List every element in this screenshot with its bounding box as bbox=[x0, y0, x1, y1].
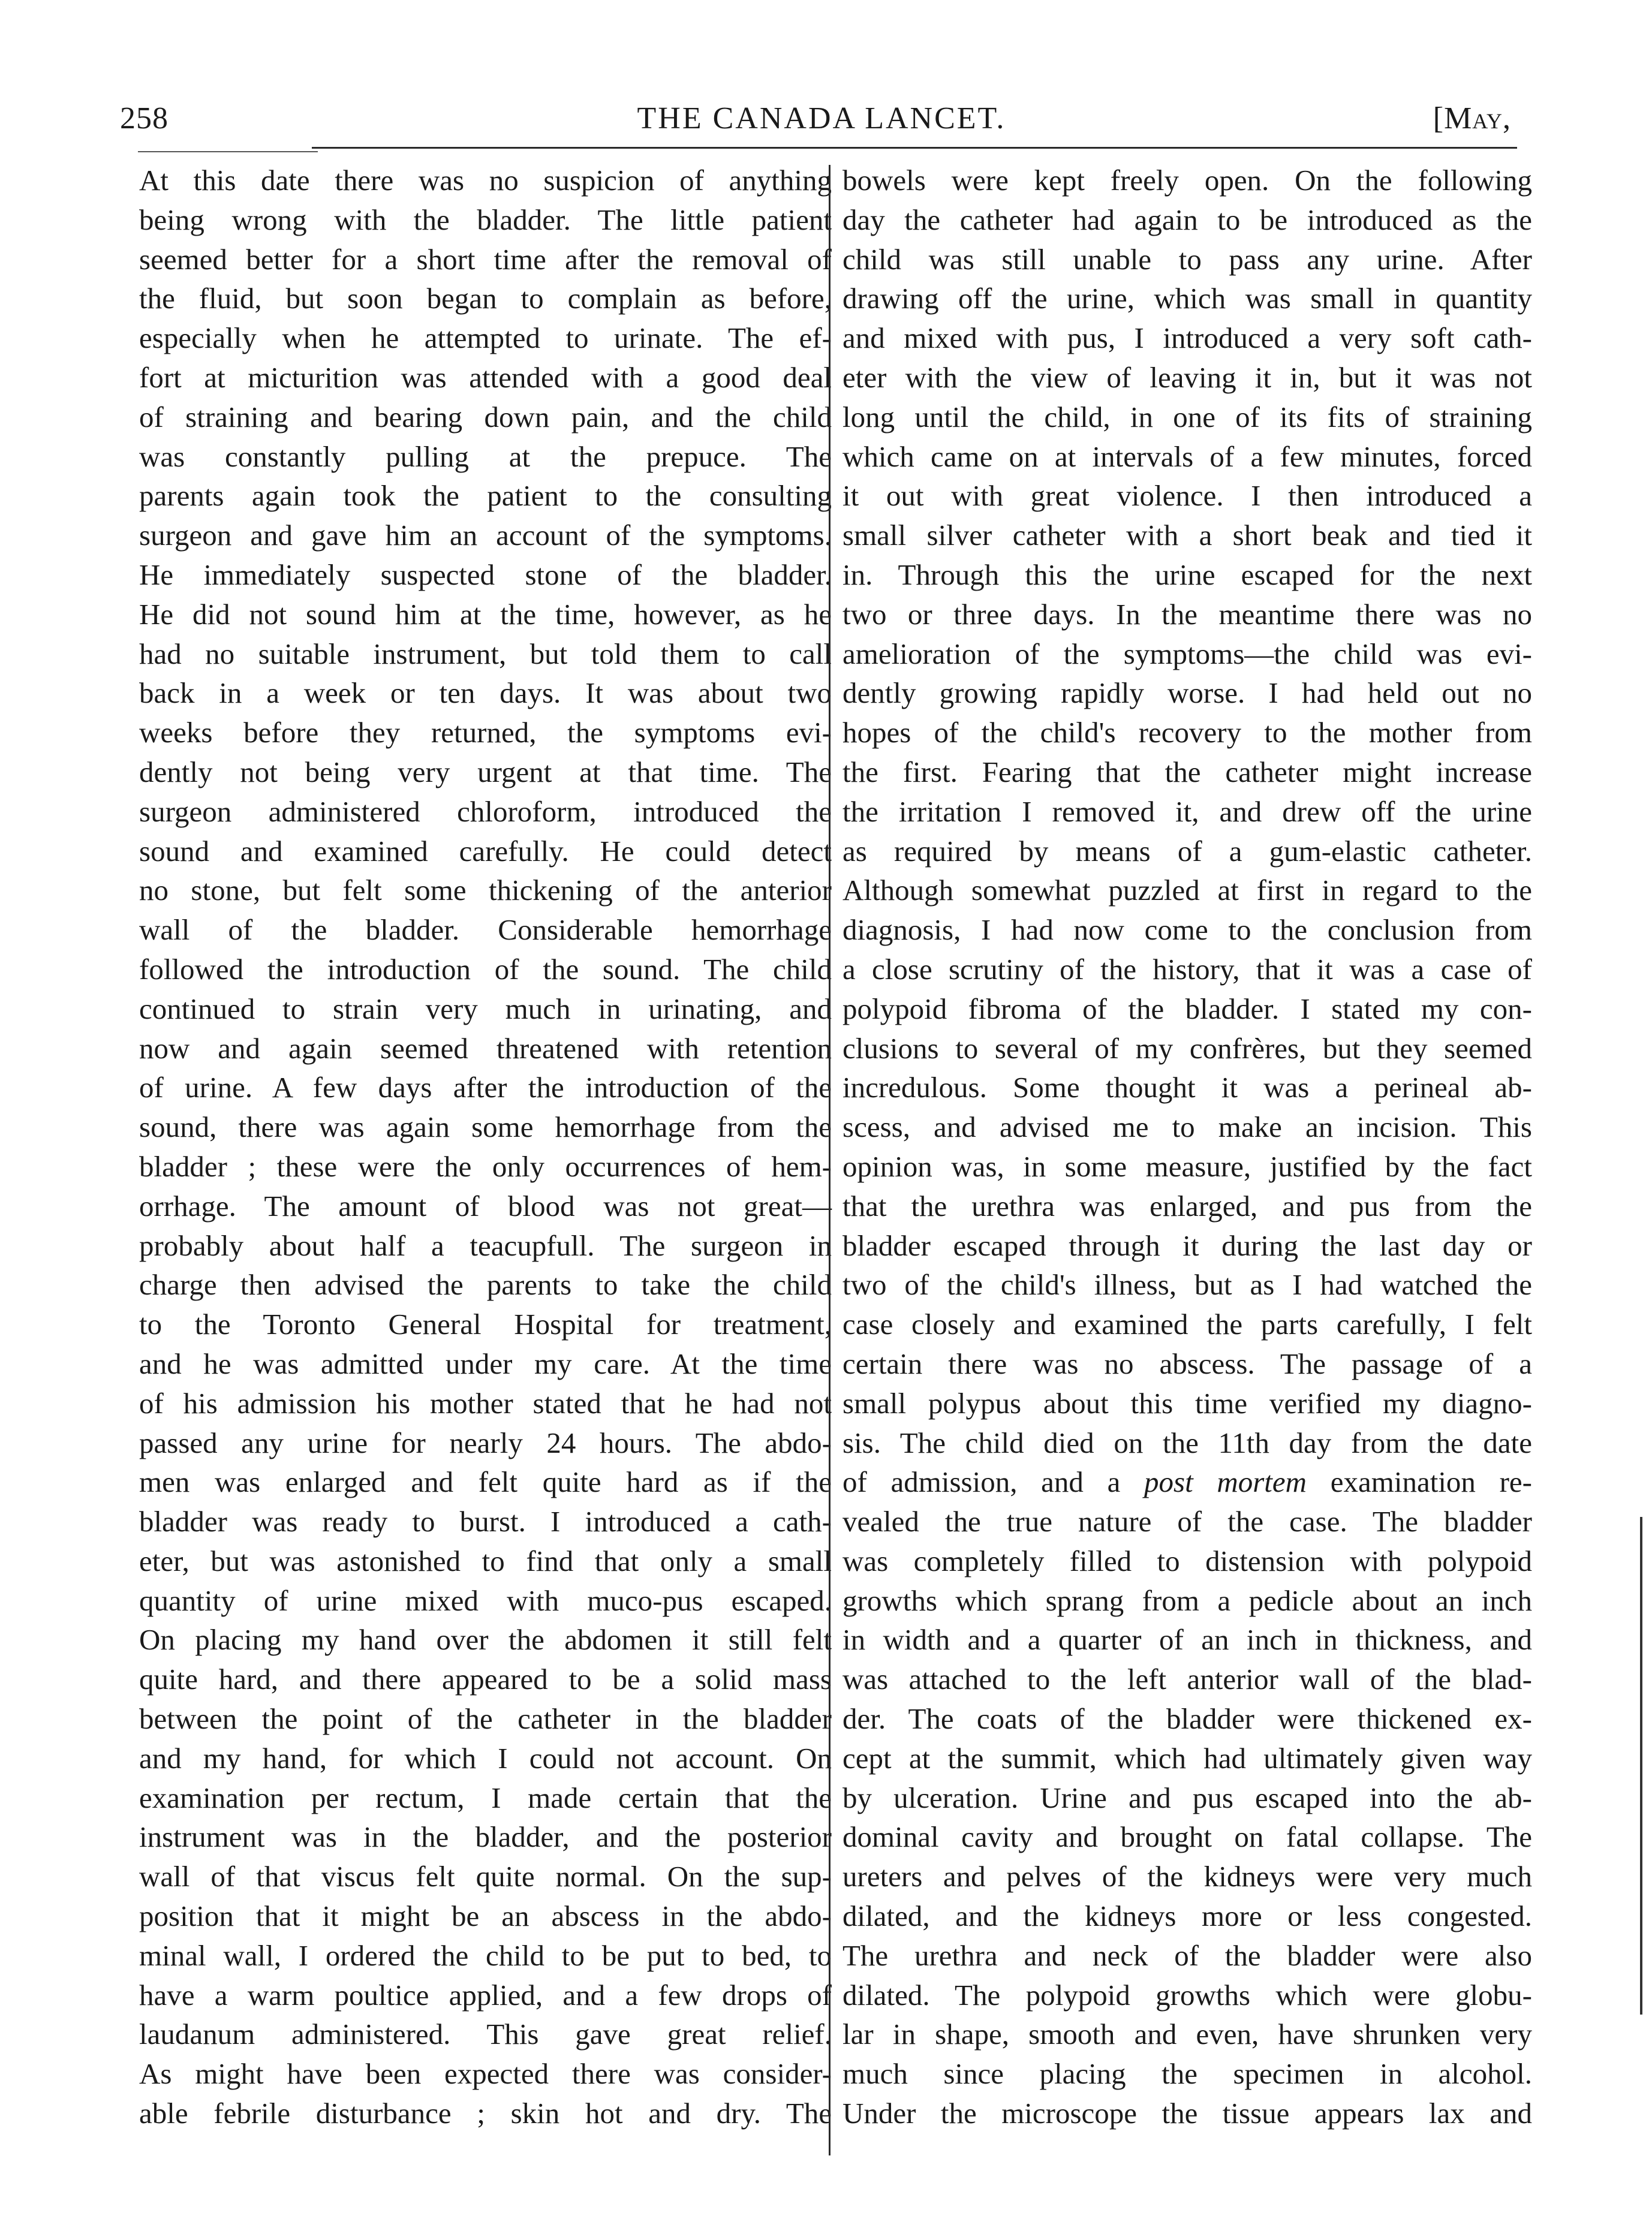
text-line: that the urethra was enlarged, and pus from the bbox=[842, 1189, 1532, 1223]
text-line: eter, but was astonished to find that only a small bbox=[139, 1544, 832, 1577]
italic-phrase: post mortem bbox=[1144, 1465, 1307, 1499]
text-line: sound, there was again some hemorrhage from the bbox=[139, 1110, 832, 1144]
text-line: was attached to the left anterior wall of the blad- bbox=[842, 1663, 1532, 1696]
text-line: He did not sound him at the time, however, as he bbox=[139, 597, 832, 631]
text-line: two or three days. In the meantime there was no bbox=[842, 597, 1532, 631]
text-line: of urine. A few days after the introduction of the bbox=[139, 1071, 832, 1104]
text-line: clusions to several of my confrères, but they seemed bbox=[842, 1031, 1532, 1065]
text-line: day the catheter had again to be introduced as the bbox=[842, 203, 1532, 236]
text-line: fort at micturition was attended with a good deal bbox=[139, 360, 832, 394]
text-line: certain there was no abscess. The passage of a bbox=[842, 1347, 1532, 1380]
text-line: child was still unable to pass any urine. After bbox=[842, 242, 1532, 276]
text-line: The urethra and neck of the bladder were also bbox=[842, 1938, 1532, 1972]
text-line: bladder ; these were the only occurrences of hem- bbox=[139, 1149, 832, 1183]
text-line: sis. The child died on the 11th day from the date bbox=[842, 1426, 1532, 1459]
text-line: ureters and pelves of the kidneys were very much bbox=[842, 1860, 1532, 1893]
column-divider bbox=[829, 165, 830, 2155]
journal-title: THE CANADA LANCET. bbox=[637, 101, 1006, 136]
text-line: As might have been expected there was consider- bbox=[139, 2057, 832, 2091]
text-line: hopes of the child's recovery to the mother from bbox=[842, 716, 1532, 749]
issue-month: [May, bbox=[1433, 101, 1511, 136]
text-line: vealed the true nature of the case. The bladder bbox=[842, 1505, 1532, 1539]
text-line: quite hard, and there appeared to be a solid mass bbox=[139, 1663, 832, 1696]
text-line: bladder escaped through it during the last day or bbox=[842, 1229, 1532, 1262]
text-line: was constantly pulling at the prepuce. The bbox=[139, 439, 832, 473]
text-line: in. Through this the urine escaped for the next bbox=[842, 558, 1532, 591]
text-line: growths which sprang from a pedicle about an inch bbox=[842, 1583, 1532, 1617]
text-line: dently growing rapidly worse. I had held out no bbox=[842, 676, 1532, 710]
header-rule-short bbox=[138, 151, 318, 152]
text-line: position that it might be an abscess in the abdo- bbox=[139, 1899, 832, 1933]
text-line: was completely filled to distension with polypoid bbox=[842, 1544, 1532, 1577]
text-line: a close scrutiny of the history, that it was a case of bbox=[842, 952, 1532, 986]
text-line: much since placing the specimen in alcohol. bbox=[842, 2057, 1532, 2091]
text-line: two of the child's illness, but as I had watched the bbox=[842, 1268, 1532, 1302]
text-line: and mixed with pus, I introduced a very soft cath- bbox=[842, 321, 1532, 355]
text-line: which came on at intervals of a few minutes, forced bbox=[842, 439, 1532, 473]
text-line: incredulous. Some thought it was a perineal ab- bbox=[842, 1071, 1532, 1104]
text-line: weeks before they returned, the symptoms evi- bbox=[139, 716, 832, 749]
text-line: small polypus about this time verified my diagno- bbox=[842, 1386, 1532, 1420]
text-line: of admission, and a post mortem examination re- bbox=[842, 1465, 1532, 1499]
text-line: charge then advised the parents to take the child bbox=[139, 1268, 832, 1302]
text-line: able febrile disturbance ; skin hot and dry. The bbox=[139, 2097, 832, 2130]
text-line: scess, and advised me to make an incision. This bbox=[842, 1110, 1532, 1144]
text-line: dently not being very urgent at that time. The bbox=[139, 755, 832, 788]
text-line: men was enlarged and felt quite hard as if the bbox=[139, 1465, 832, 1499]
running-header bbox=[120, 90, 1523, 150]
text-line: examination per rectum, I made certain that the bbox=[139, 1781, 832, 1814]
text-line: der. The coats of the bladder were thickened ex- bbox=[842, 1702, 1532, 1736]
text-line: and he was admitted under my care. At the time bbox=[139, 1347, 832, 1380]
text-line: opinion was, in some measure, justified by the fact bbox=[842, 1149, 1532, 1183]
text-line: wall of the bladder. Considerable hemorrhage bbox=[139, 913, 832, 947]
text-line: of his admission his mother stated that he had not bbox=[139, 1386, 832, 1420]
text-line: being wrong with the bladder. The little patient bbox=[139, 203, 832, 236]
text-line: On placing my hand over the abdomen it still felt bbox=[139, 1623, 832, 1657]
page-number: 258 bbox=[120, 101, 168, 136]
text-line: have a warm poultice applied, and a few drops of bbox=[139, 1978, 832, 2012]
text-line: lar in shape, smooth and even, have shrunken very bbox=[842, 2018, 1532, 2051]
text-line: case closely and examined the parts carefully, I felt bbox=[842, 1308, 1532, 1341]
text-line: He immediately suspected stone of the bladder. bbox=[139, 558, 832, 591]
text-line: orrhage. The amount of blood was not great— bbox=[139, 1189, 832, 1223]
text-line: minal wall, I ordered the child to be put to bed, to bbox=[139, 1938, 832, 1972]
text-line: dilated, and the kidneys more or less congested. bbox=[842, 1899, 1532, 1933]
text-line: seemed better for a short time after the removal of bbox=[139, 242, 832, 276]
text-line: At this date there was no suspicion of anything bbox=[139, 164, 832, 197]
text-line: cept at the summit, which had ultimately given way bbox=[842, 1741, 1532, 1775]
text-line: bowels were kept freely open. On the following bbox=[842, 164, 1532, 197]
text-line: by ulceration. Urine and pus escaped into the ab- bbox=[842, 1781, 1532, 1814]
text-line: had no suitable instrument, but told them to call bbox=[139, 637, 832, 670]
text-line: parents again took the patient to the consulting bbox=[139, 479, 832, 513]
text-line: instrument was in the bladder, and the posterior bbox=[139, 1820, 832, 1854]
text-line: especially when he attempted to urinate. The ef- bbox=[139, 321, 832, 355]
text-line: as required by means of a gum-elastic catheter. bbox=[842, 834, 1532, 868]
text-line: drawing off the urine, which was small in quantity bbox=[842, 282, 1532, 315]
left-column bbox=[139, 161, 832, 2133]
text-line: eter with the view of leaving it in, but it was not bbox=[842, 360, 1532, 394]
right-column bbox=[842, 161, 1532, 2133]
text-line: laudanum administered. This gave great relief. bbox=[139, 2018, 832, 2051]
text-line: dilated. The polypoid growths which were globu- bbox=[842, 1978, 1532, 2012]
text-line: followed the introduction of the sound. The child bbox=[139, 952, 832, 986]
text-line: the irritation I removed it, and drew off the urine bbox=[842, 794, 1532, 828]
text-line: passed any urine for nearly 24 hours. The abdo- bbox=[139, 1426, 832, 1459]
text-line: back in a week or ten days. It was about two bbox=[139, 676, 832, 710]
text-line: and my hand, for which I could not account. On bbox=[139, 1741, 832, 1775]
text-line: it out with great violence. I then introduced a bbox=[842, 479, 1532, 513]
text-line: diagnosis, I had now come to the conclusion from bbox=[842, 913, 1532, 947]
text-line: quantity of urine mixed with muco-pus escaped. bbox=[139, 1583, 832, 1617]
text-line: bladder was ready to burst. I introduced a cath- bbox=[139, 1505, 832, 1539]
text-line: wall of that viscus felt quite normal. On the sup- bbox=[139, 1860, 832, 1893]
text-line: surgeon administered chloroform, introduced the bbox=[139, 794, 832, 828]
text-line: probably about half a teacupfull. The surgeon in bbox=[139, 1229, 832, 1262]
text-line: between the point of the catheter in the bladder bbox=[139, 1702, 832, 1736]
text-line: polypoid fibroma of the bladder. I stated my con- bbox=[842, 992, 1532, 1025]
text-line: Under the microscope the tissue appears lax and bbox=[842, 2097, 1532, 2130]
text-line: the first. Fearing that the catheter might increase bbox=[842, 755, 1532, 788]
text-line: small silver catheter with a short beak and tied it bbox=[842, 519, 1532, 552]
text-line: long until the child, in one of its fits of straining bbox=[842, 400, 1532, 433]
text-line: the fluid, but soon began to complain as before, bbox=[139, 282, 832, 315]
text-line: surgeon and gave him an account of the symptoms. bbox=[139, 519, 832, 552]
text-line: amelioration of the symptoms—the child was evi- bbox=[842, 637, 1532, 670]
text-line: continued to strain very much in urinating, and bbox=[139, 992, 832, 1025]
page-edge-mark bbox=[1640, 1517, 1642, 2015]
text-line: sound and examined carefully. He could detect bbox=[139, 834, 832, 868]
text-line: now and again seemed threatened with retention bbox=[139, 1031, 832, 1065]
text-line: dominal cavity and brought on fatal collapse. The bbox=[842, 1820, 1532, 1854]
header-rule bbox=[312, 147, 1517, 149]
text-line: no stone, but felt some thickening of the anterior bbox=[139, 874, 832, 907]
text-line: to the Toronto General Hospital for treatment, bbox=[139, 1308, 832, 1341]
text-line: Although somewhat puzzled at first in regard to the bbox=[842, 874, 1532, 907]
text-line: of straining and bearing down pain, and the child bbox=[139, 400, 832, 433]
text-line: in width and a quarter of an inch in thickness, and bbox=[842, 1623, 1532, 1657]
